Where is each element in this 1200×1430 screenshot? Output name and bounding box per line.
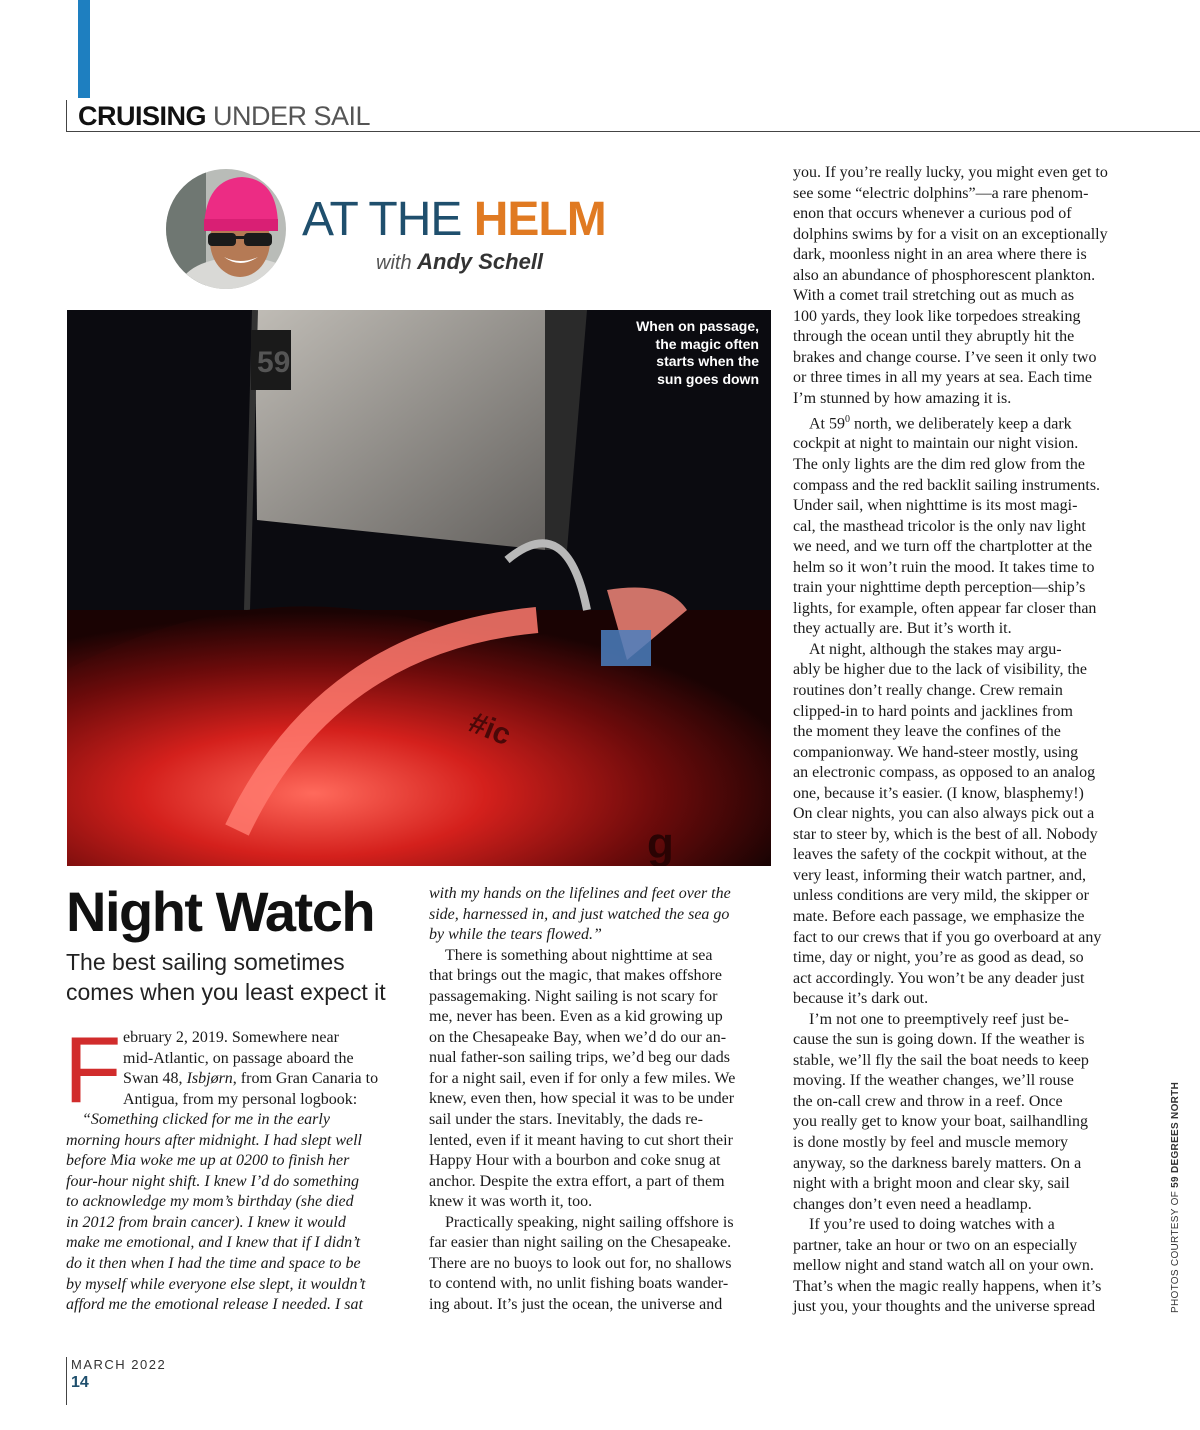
column-title-helm: HELM [473,193,606,246]
text-line: through the ocean until they abruptly hit the [793,328,1075,346]
text-line: lented, even if it meant having to cut short their [429,1131,733,1149]
text-line: knew, even then, how special it was to be under [429,1090,735,1108]
section-divider [66,100,67,132]
text-line: because it’s dark out. [793,990,929,1008]
text-line: moving. If the weather changes, we’ll rouse [793,1072,1074,1090]
article-headline: Night Watch [66,880,375,943]
caption-line: the magic often [655,335,759,352]
drop-cap: F [64,1017,122,1122]
text-line: for a night sail, even if for only a few miles. We [429,1069,736,1087]
text-line: anyway, so the darkness barely matters. On a [793,1154,1082,1172]
byline [376,248,543,277]
byline-with: with [376,252,418,274]
text-line: that brings out the magic, that makes offshore [429,967,722,985]
hull-letter: g [647,819,674,866]
text-line: mate. Before each passage, we emphasize the [793,908,1085,926]
author-name: Andy Schell [417,249,544,274]
text-line: ebruary 2, 2019. Somewhere near [123,1029,339,1046]
text-line: “Something clicked for me in the early [82,1111,330,1129]
text-line: is done mostly by feel and muscle memory [793,1134,1069,1152]
text-line: afford me the emotional release I needed. I sat [66,1296,363,1314]
text-line: an electronic compass, as opposed to an analog [793,764,1096,782]
text-line: Antigua, from my personal logbook: [123,1090,358,1108]
section-title [78,100,370,132]
text-line: enon that occurs whenever a curious pod of [793,205,1072,223]
hull-text: #ic [464,705,516,753]
text-line: mellow night and stand watch all on your own. [793,1257,1094,1275]
text-line: you really get to know your boat, sailhandling [793,1113,1089,1131]
text-line: far easier than night sailing on the Chesapeake. [429,1234,732,1252]
text-line: see some “electric dolphins”—a rare phenom- [793,184,1089,202]
text-line: At night, although the stakes may argu- [809,640,1062,658]
body-column-3 [793,163,1108,1318]
body-column-1 [66,1028,378,1316]
text-line: make me emotional, and I knew that if I didn’t [66,1234,361,1252]
text-line: me, never has been. Even as a kid growing up [429,1008,723,1026]
text-line: do it then when I had the time and space to be [66,1255,361,1273]
text-line: There is something about nighttime at sea [445,946,713,964]
text-line: with my hands on the lifelines and feet over the [429,885,731,902]
text-line: companionway. We hand-steer mostly, using [793,743,1079,761]
section-title-bold: CRUISING [78,101,207,131]
caption-line: starts when the [656,353,759,369]
page-number: 14 [71,1374,89,1391]
photo-credit-prefix: PHOTOS COURTESY OF [1170,1187,1181,1313]
text-line: fact to our crews that if you go overboard at any [793,928,1102,946]
text-line: ing about. It’s just the ocean, the universe and [429,1295,723,1313]
text-line: cal, the masthead tricolor is the only nav light [793,517,1086,535]
text-line: The only lights are the dim red glow from the [793,455,1085,473]
text-line: the moment they leave the confines of the [793,723,1061,741]
section-rule [66,131,1200,132]
text-line: nual father-son sailing trips, we’d beg our dads [429,1049,730,1067]
text-line: unless conditions are very mild, the skipper or [793,887,1089,905]
text-line: by myself while everyone else slept, it wouldn’t [66,1275,366,1293]
text-line: time, day or night, you’re as good as dead, so [793,949,1084,967]
author-avatar [166,169,286,289]
text-line: At $59^0$ north, we deliberately keep a dark [809,413,1072,432]
text-line: cockpit at night to maintain our night vision. [793,435,1079,453]
article-deck [66,947,386,1007]
text-line: before Mia woke me up at 0200 to finish her [66,1152,350,1170]
text-line: I’m not one to preemptively reef just be- [809,1010,1069,1028]
text-line: in 2012 from brain cancer). I knew it would [66,1213,346,1231]
photo-credit-source: 59 DEGREES NORTH [1170,1081,1181,1188]
column-title [302,194,606,246]
folio-rule [66,1357,67,1405]
text-line: helm so it won’t ruin the mood. It takes time to [793,558,1095,576]
text-line: leaves the safety of the cockpit without, at the [793,846,1087,864]
text-line: very least, informing their watch partner, and, [793,866,1087,884]
text-line: train your nighttime depth perception—ship’s [793,579,1086,597]
text-line: With a comet trail stretching out as much as [793,287,1075,305]
text-line: the on-call crew and throw in a reef. Once [793,1092,1063,1110]
text-line: on the Chesapeake Bay, when we’d do our an- [429,1028,727,1046]
deck-line: The best sailing sometimes [66,949,345,975]
text-line: just you, your thoughts and the universe spread [793,1298,1096,1316]
text-line: they actually are. But it’s worth it. [793,620,1012,638]
text-line: you. If you’re really lucky, you might even get to [793,164,1108,181]
text-line: dolphins swims by for a visit on an exceptionally [793,225,1108,243]
text-line: anchor. Despite the extra effort, a part of them [429,1172,725,1190]
text-line: That’s when the magic really happens, when it’s [793,1277,1102,1295]
photo-caption [589,318,759,388]
text-line: stable, we’ll fly the sail the boat needs to keep [793,1051,1089,1069]
folio-month: MARCH 2022 [71,1357,167,1372]
text-line: to contend with, no unlit fishing boats wander- [429,1275,729,1293]
night-sailing-photo [67,310,771,866]
text-line: There are no buoys to look out for, no shallows [429,1254,732,1272]
text-line: Swan 48, Isbjørn, from Gran Canaria to [123,1070,379,1088]
text-line: passagemaking. Night sailing is not scary for [429,987,718,1005]
body-column-2 [429,884,735,1315]
text-line: also an abundance of phosphorescent plankton. [793,266,1096,284]
text-line: sail under the stars. Inevitably, the dads re- [429,1111,703,1129]
text-line: ably be higher due to the lack of visibility, the [793,661,1087,679]
text-line: clipped-in to hard points and jacklines from [793,702,1073,720]
accent-bar [78,0,90,98]
text-line: four-hour night shift. I knew I’d do something [66,1172,359,1190]
text-line: cause the sun is going down. If the weather is [793,1031,1085,1049]
text-line: or three times in all my years at sea. Each time [793,369,1092,387]
caption-line: sun goes down [657,370,759,387]
section-title-light: UNDER SAIL [206,101,371,131]
text-line: mid-Atlantic, on passage aboard the [123,1049,354,1067]
text-line: to acknowledge my mom’s birthday (she died [66,1193,354,1211]
text-line: routines don’t really change. Crew remain [793,682,1063,699]
text-line: knew it was worth it, too. [429,1193,593,1211]
text-line: If you’re used to doing watches with a [809,1216,1055,1234]
text-line: lights, for example, often appear far closer than [793,599,1097,617]
column-title-at: AT THE [302,193,474,246]
text-line: we need, and we turn off the chartplotter at the [793,538,1093,556]
text-line: morning hours after midnight. I had slept well [66,1131,362,1149]
caption-line: When on passage, [636,318,759,334]
sail-number: 59 [257,346,291,379]
photo-credit [1170,1082,1181,1313]
text-line: star to steer by, which is the best of all. Nobody [793,825,1098,843]
text-line: compass and the red backlit sailing instruments. [793,476,1101,494]
text-line: I’m stunned by how amazing it is. [793,390,1012,408]
text-line: side, harnessed in, and just watched the sea go [429,905,730,923]
deck-line: comes when you least expect it [66,979,386,1005]
text-line: On clear nights, you can also always pick out a [793,805,1095,823]
text-line: Under sail, when nighttime is its most magi- [793,497,1078,515]
text-line: Practically speaking, night sailing offshore is [445,1213,734,1231]
text-line: act accordingly. You won’t be any deader just [793,969,1085,987]
text-line: 100 yards, they look like torpedoes streaking [793,307,1081,325]
text-line: Happy Hour with a bourbon and coke snug at [429,1152,721,1170]
text-line: brakes and change course. I’ve seen it only two [793,348,1097,366]
text-line: by while the tears flowed.” [429,926,602,944]
text-line: night with a bright moon and clear sky, sail [793,1175,1070,1193]
text-line: dark, moonless night in an area where there is [793,246,1087,264]
text-line: one, because it’s easier. (I know, blasphemy!) [793,784,1084,802]
text-line: partner, take an hour or two on an especially [793,1236,1078,1254]
text-line: changes don’t even need a headlamp. [793,1195,1032,1213]
